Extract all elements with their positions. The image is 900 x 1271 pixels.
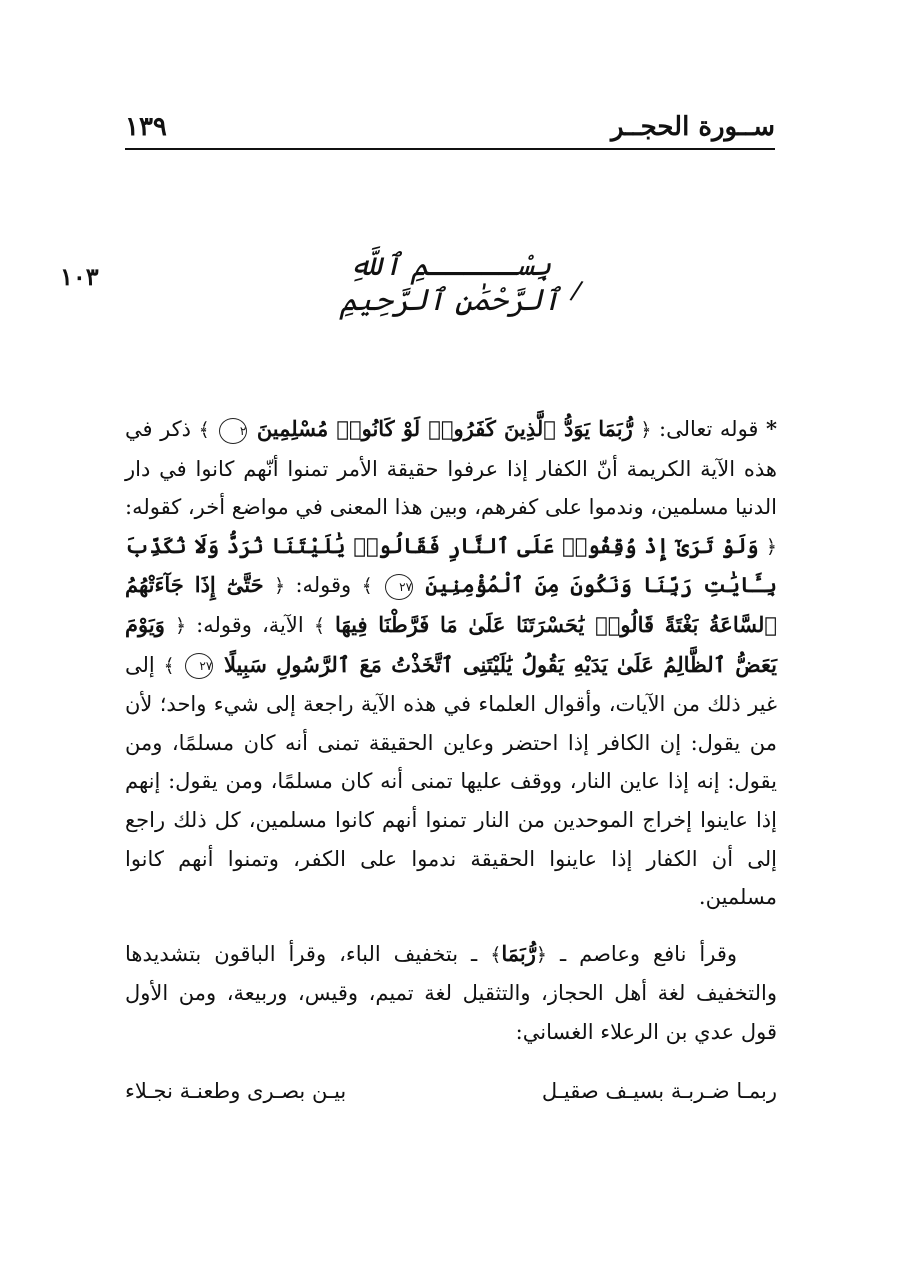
text-span: وقرأ نافع وعاصم ـ [560, 941, 737, 966]
quran-close-bracket: ﴾ [198, 419, 210, 441]
quran-close-bracket: ﴾ [361, 575, 373, 598]
ayah-number-mark: ٢٧ [185, 653, 213, 679]
quran-quote: رُّبَمَا يَوَدُّ ٱلَّذِينَ كَفَرُوا۟ لَوْ كَانُوا۟ مُسْلِمِينَ [256, 416, 633, 441]
quran-open-bracket: ﴿ [174, 614, 187, 637]
page-header [125, 108, 775, 150]
quran-quote: وَلَوْ تَرَىٰٓ إِذْ وُقِفُوا۟ عَلَى ٱلنَّارِ فَقَالُوا۟ يَٰلَيْتَنَا نُرَدُّ وَلَا نُكَذِّبَ بِـَٔايَٰتِ رَبِّنَا وَنَكُونَ مِنَ ٱلْمُؤْمِنِينَ [125, 532, 777, 598]
text-span: ـ بتخفيف الباء، وقرأ الباقون بتشديدها والتخفيف لغة أهل الحجاز، والتثقيل لغة تميم، وقيس، وربيعة، ومن الأول قول عدي بن الرعلاء الغساني: [125, 941, 777, 1044]
quran-quote: رُّبَمَا [501, 940, 536, 966]
quran-close-bracket: ﴾ [313, 614, 325, 637]
quran-quote: وَيَوْمَ يَعَضُّ ٱلظَّالِمُ عَلَىٰ يَدَيْهِ يَقُولُ يَٰلَيْتَنِى ٱتَّخَذْتُ مَعَ ٱلرَّسُولِ سَبِيلًا [125, 611, 777, 677]
paragraph-commentary [125, 410, 777, 917]
margin-page-reference: ١٠٣ [60, 262, 99, 291]
text-span: قوله تعالى: [659, 417, 759, 441]
asterisk-bullet: * [766, 416, 777, 441]
quran-close-bracket: ﴾ [490, 943, 502, 966]
quran-quote: حَتَّىٰٓ إِذَا جَآءَتْهُمُ ٱلسَّاعَةُ بَغْتَةً قَالُوا۟ يَٰحَسْرَتَنَا عَلَىٰ مَا فَرَّطْنَا فِيهَا [125, 572, 777, 637]
quran-open-bracket: ﴿ [640, 419, 652, 441]
main-text [125, 410, 777, 1110]
verse-first-hemistich: ربمـا ضـربـة بسيـف صقيـل [541, 1078, 777, 1103]
page-number: ١٣٩ [125, 112, 167, 142]
quran-open-bracket: ﴿ [765, 535, 777, 558]
running-title: ســورة الحجــر [611, 112, 775, 142]
text-span: ذكر في هذه الآية الكريمة أنّ الكفار إذا عرفوا حقيقة الأمر تمنوا أنّهم كانوا في دار الدنيا مسلمين، وندموا على كفرهم، وبين هذا المعنى في مواضع أخر، كقوله: [125, 417, 777, 520]
basmala-marker: / [568, 275, 585, 307]
quran-close-bracket: ﴾ [163, 654, 175, 677]
quran-open-bracket: ﴿ [535, 943, 548, 966]
basmala-calligraphy: بِسْـــــمِ ٱللَّهِ ٱلرَّحْمَٰنِ ٱلرَّحِيمِ [339, 248, 561, 318]
verse-second-hemistich: بيـن بصـرى وطعنـة نجـلاء [125, 1078, 347, 1103]
poetry-verse [125, 1072, 777, 1110]
ayah-number-mark: ٢٧ [385, 574, 413, 600]
text-span: إلى غير ذلك من الآيات، وأقوال العلماء في هذه الآية راجعة إلى شيء واحد؛ لأن من يقول: إن الكافر إذا احتضر وعاين الحقيقة تمنى أنه كان مسلمًا، ومن يقول: إنه إذا عاين النار، ووقف عليها تمنى أنه كان مسلمًا، ومن يقول: إنهم إذا عاينوا إخراج الموحدين من النار تمنوا أنهم كانوا مسلمين، كل ذلك راجع إلى أن الكفار إذا عاينوا الحقيقة ندموا على الكفر، وتمنوا أنهم كانوا مسلمين. [125, 652, 777, 910]
text-span: وقوله: [295, 573, 352, 598]
ayah-number-mark: ٢ [219, 418, 247, 444]
paragraph-readings [125, 935, 777, 1052]
text-span: الآية، وقوله: [196, 612, 304, 637]
quran-open-bracket: ﴿ [273, 575, 286, 598]
